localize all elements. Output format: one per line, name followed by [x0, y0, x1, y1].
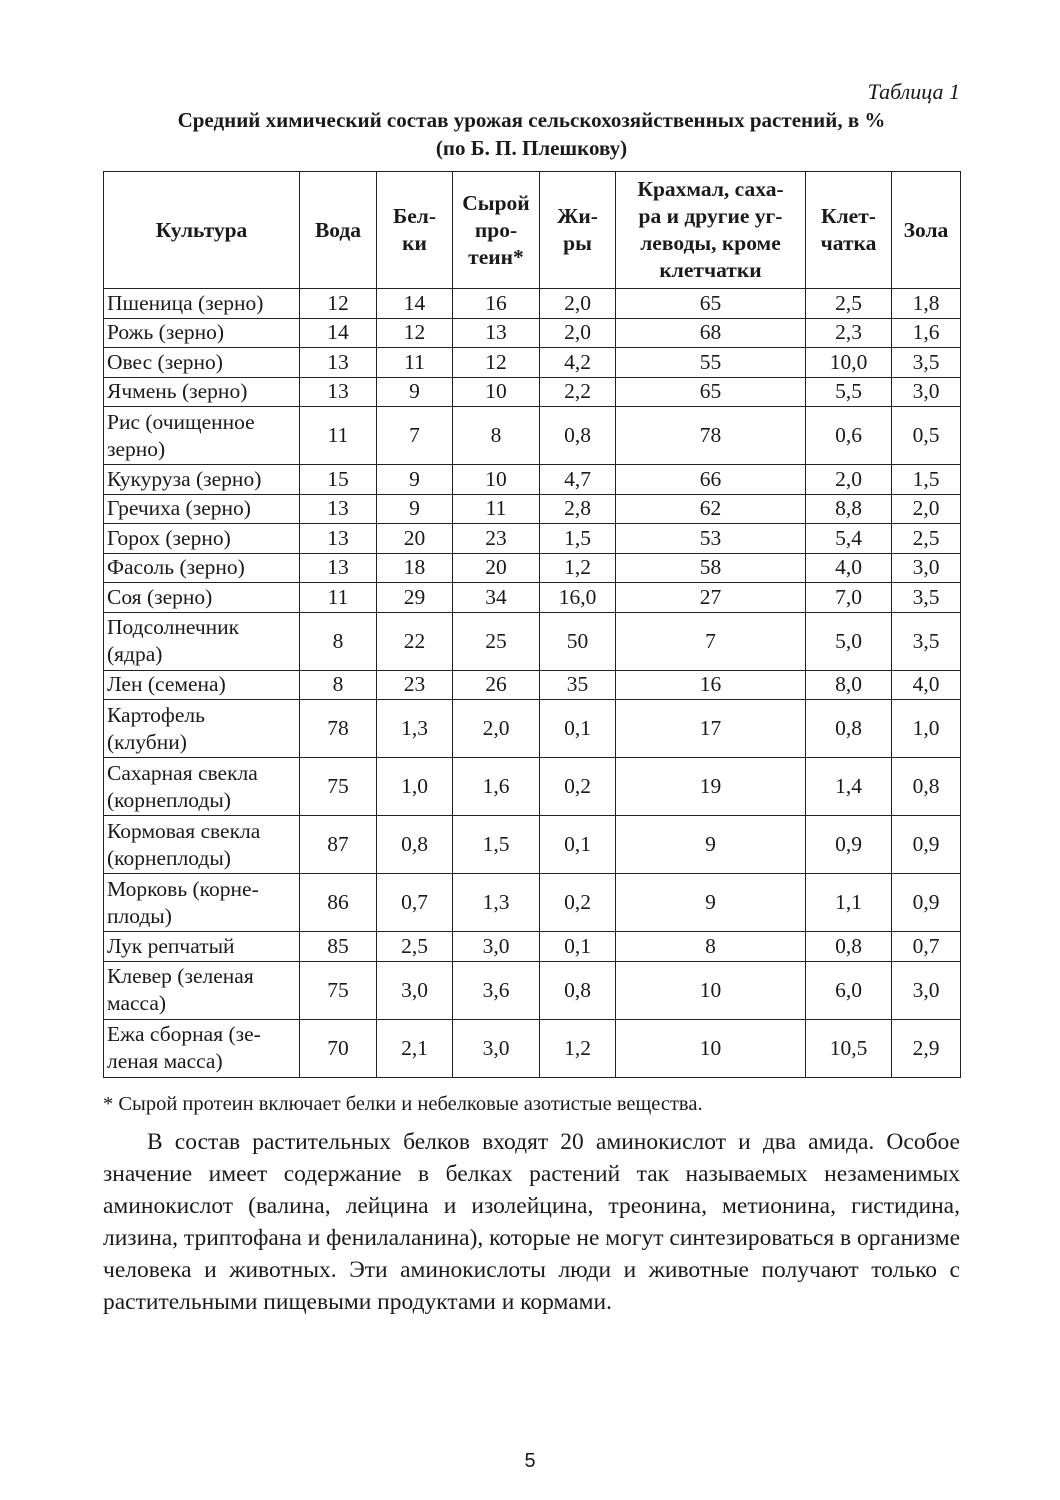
table-row: [104, 758, 961, 816]
value-cell: 78: [616, 407, 806, 465]
value-cell: 5,5: [806, 377, 892, 407]
value-cell: 0,2: [540, 874, 616, 932]
value-cell: 9: [377, 494, 453, 524]
value-cell: 3,5: [892, 348, 961, 378]
crop-name-cell: Картофель (клубни): [104, 700, 300, 758]
value-cell: 9: [616, 816, 806, 874]
crop-name-cell: Рис (очищенное зерно): [104, 407, 300, 465]
value-cell: 0,1: [540, 932, 616, 962]
value-cell: 7,0: [806, 583, 892, 613]
value-cell: 2,0: [892, 494, 961, 524]
value-cell: 16: [616, 670, 806, 700]
table-label: Таблица 1: [867, 79, 960, 104]
value-cell: 6,0: [806, 961, 892, 1019]
value-cell: 1,8: [892, 289, 961, 319]
crop-name-cell: Ежа сборная (зе- леная масса): [104, 1019, 300, 1077]
value-cell: 10: [453, 377, 540, 407]
value-cell: 1,2: [540, 1019, 616, 1077]
value-cell: 2,1: [377, 1019, 453, 1077]
table-title-line-1: Средний химический состав урожая сельскохозяйственных растений, в %: [177, 108, 886, 132]
crop-name-cell: Лен (семена): [104, 670, 300, 700]
value-cell: 70: [300, 1019, 377, 1077]
value-cell: 8: [300, 612, 377, 670]
value-cell: 65: [616, 289, 806, 319]
value-cell: 9: [377, 465, 453, 495]
value-cell: 0,9: [892, 816, 961, 874]
table-title: [103, 106, 960, 162]
table-row: [104, 612, 961, 670]
value-cell: 85: [300, 932, 377, 962]
value-cell: 8,8: [806, 494, 892, 524]
value-cell: 2,0: [806, 465, 892, 495]
value-cell: 8: [616, 932, 806, 962]
column-header: Крахмал, саха- ра и другие уг- леводы, кроме клетчатки: [616, 172, 806, 289]
value-cell: 55: [616, 348, 806, 378]
value-cell: 2,0: [540, 318, 616, 348]
crop-name-cell: Морковь (корне- плоды): [104, 874, 300, 932]
value-cell: 7: [377, 407, 453, 465]
value-cell: 78: [300, 700, 377, 758]
value-cell: 1,0: [377, 758, 453, 816]
table-row: [104, 318, 961, 348]
column-header: Вода: [300, 172, 377, 289]
value-cell: 10,5: [806, 1019, 892, 1077]
crop-name-cell: Рожь (зерно): [104, 318, 300, 348]
table-row: [104, 465, 961, 495]
value-cell: 2,5: [377, 932, 453, 962]
value-cell: 4,2: [540, 348, 616, 378]
value-cell: 0,7: [892, 932, 961, 962]
value-cell: 23: [453, 524, 540, 554]
value-cell: 0,9: [892, 874, 961, 932]
value-cell: 25: [453, 612, 540, 670]
crop-name-cell: Ячмень (зерно): [104, 377, 300, 407]
value-cell: 0,2: [540, 758, 616, 816]
table-row: [104, 407, 961, 465]
crop-name-cell: Кормовая свекла (корнеплоды): [104, 816, 300, 874]
crop-name-cell: Лук репчатый: [104, 932, 300, 962]
value-cell: 2,0: [540, 289, 616, 319]
value-cell: 13: [453, 318, 540, 348]
value-cell: 3,0: [377, 961, 453, 1019]
value-cell: 15: [300, 465, 377, 495]
value-cell: 66: [616, 465, 806, 495]
value-cell: 0,7: [377, 874, 453, 932]
crop-name-cell: Клевер (зеленая масса): [104, 961, 300, 1019]
crop-name-cell: Овес (зерно): [104, 348, 300, 378]
table-row: [104, 524, 961, 554]
value-cell: 1,5: [892, 465, 961, 495]
value-cell: 9: [616, 874, 806, 932]
table-row: [104, 289, 961, 319]
value-cell: 13: [300, 553, 377, 583]
value-cell: 26: [453, 670, 540, 700]
value-cell: 5,0: [806, 612, 892, 670]
value-cell: 4,7: [540, 465, 616, 495]
value-cell: 3,5: [892, 612, 961, 670]
column-header: Сырой про- теин*: [453, 172, 540, 289]
table-row: [104, 932, 961, 962]
page-number: 5: [524, 1450, 536, 1472]
value-cell: 68: [616, 318, 806, 348]
table-row: [104, 377, 961, 407]
value-cell: 20: [377, 524, 453, 554]
value-cell: 14: [300, 318, 377, 348]
table-footnote: * Сырой протеин включает белки и небелковые азотистые вещества.: [103, 1092, 703, 1115]
value-cell: 22: [377, 612, 453, 670]
value-cell: 53: [616, 524, 806, 554]
value-cell: 0,8: [806, 932, 892, 962]
value-cell: 11: [377, 348, 453, 378]
value-cell: 58: [616, 553, 806, 583]
column-header: Зола: [892, 172, 961, 289]
value-cell: 13: [300, 524, 377, 554]
value-cell: 0,6: [806, 407, 892, 465]
table-row: [104, 961, 961, 1019]
value-cell: 75: [300, 758, 377, 816]
value-cell: 2,2: [540, 377, 616, 407]
value-cell: 10,0: [806, 348, 892, 378]
value-cell: 87: [300, 816, 377, 874]
value-cell: 20: [453, 553, 540, 583]
table-row: [104, 494, 961, 524]
table-title-line-2: (по Б. П. Плешкову): [435, 136, 628, 160]
value-cell: 4,0: [892, 670, 961, 700]
value-cell: 12: [300, 289, 377, 319]
value-cell: 1,5: [540, 524, 616, 554]
value-cell: 18: [377, 553, 453, 583]
value-cell: 2,5: [806, 289, 892, 319]
table-header-row: [104, 172, 961, 289]
value-cell: 0,8: [892, 758, 961, 816]
value-cell: 11: [453, 494, 540, 524]
crop-name-cell: Соя (зерно): [104, 583, 300, 613]
value-cell: 10: [453, 465, 540, 495]
value-cell: 14: [377, 289, 453, 319]
value-cell: 0,8: [540, 961, 616, 1019]
value-cell: 3,0: [453, 932, 540, 962]
value-cell: 12: [377, 318, 453, 348]
crop-name-cell: Фасоль (зерно): [104, 553, 300, 583]
value-cell: 2,3: [806, 318, 892, 348]
value-cell: 1,5: [453, 816, 540, 874]
table-row: [104, 670, 961, 700]
column-header: Клет- чатка: [806, 172, 892, 289]
value-cell: 9: [377, 377, 453, 407]
value-cell: 50: [540, 612, 616, 670]
value-cell: 12: [453, 348, 540, 378]
crop-name-cell: Кукуруза (зерно): [104, 465, 300, 495]
table-row: [104, 816, 961, 874]
value-cell: 4,0: [806, 553, 892, 583]
value-cell: 5,4: [806, 524, 892, 554]
value-cell: 2,8: [540, 494, 616, 524]
value-cell: 19: [616, 758, 806, 816]
value-cell: 1,4: [806, 758, 892, 816]
value-cell: 1,2: [540, 553, 616, 583]
value-cell: 23: [377, 670, 453, 700]
value-cell: 0,8: [377, 816, 453, 874]
table-row: [104, 583, 961, 613]
value-cell: 16: [453, 289, 540, 319]
table-row: [104, 874, 961, 932]
value-cell: 8: [300, 670, 377, 700]
value-cell: 0,1: [540, 816, 616, 874]
value-cell: 0,8: [540, 407, 616, 465]
table-row: [104, 553, 961, 583]
table-row: [104, 1019, 961, 1077]
value-cell: 62: [616, 494, 806, 524]
table-body: [104, 289, 961, 1078]
value-cell: 3,5: [892, 583, 961, 613]
value-cell: 65: [616, 377, 806, 407]
value-cell: 29: [377, 583, 453, 613]
value-cell: 17: [616, 700, 806, 758]
value-cell: 0,5: [892, 407, 961, 465]
value-cell: 13: [300, 348, 377, 378]
value-cell: 1,6: [892, 318, 961, 348]
value-cell: 1,1: [806, 874, 892, 932]
column-header: Жи- ры: [540, 172, 616, 289]
value-cell: 27: [616, 583, 806, 613]
value-cell: 3,0: [453, 1019, 540, 1077]
value-cell: 13: [300, 494, 377, 524]
document-page: [103, 78, 960, 1341]
value-cell: 2,5: [892, 524, 961, 554]
value-cell: 1,0: [892, 700, 961, 758]
column-header: Бел- ки: [377, 172, 453, 289]
value-cell: 2,0: [453, 700, 540, 758]
value-cell: 0,9: [806, 816, 892, 874]
value-cell: 75: [300, 961, 377, 1019]
value-cell: 35: [540, 670, 616, 700]
crop-name-cell: Подсолнечник (ядра): [104, 612, 300, 670]
value-cell: 1,6: [453, 758, 540, 816]
crop-name-cell: Гречиха (зерно): [104, 494, 300, 524]
crop-name-cell: Горох (зерно): [104, 524, 300, 554]
value-cell: 11: [300, 583, 377, 613]
crop-name-cell: Сахарная свекла (корнеплоды): [104, 758, 300, 816]
value-cell: 2,9: [892, 1019, 961, 1077]
table-row: [104, 700, 961, 758]
value-cell: 10: [616, 961, 806, 1019]
value-cell: 1,3: [377, 700, 453, 758]
value-cell: 0,8: [806, 700, 892, 758]
value-cell: 13: [300, 377, 377, 407]
value-cell: 1,3: [453, 874, 540, 932]
value-cell: 16,0: [540, 583, 616, 613]
value-cell: 34: [453, 583, 540, 613]
composition-table: [103, 171, 961, 1078]
column-header: Культура: [104, 172, 300, 289]
value-cell: 86: [300, 874, 377, 932]
value-cell: 10: [616, 1019, 806, 1077]
table-row: [104, 348, 961, 378]
crop-name-cell: Пшеница (зерно): [104, 289, 300, 319]
value-cell: 11: [300, 407, 377, 465]
value-cell: 3,0: [892, 553, 961, 583]
value-cell: 0,1: [540, 700, 616, 758]
value-cell: 8,0: [806, 670, 892, 700]
value-cell: 3,0: [892, 377, 961, 407]
body-paragraph: В состав растительных белков входят 20 аминокислот и два амида. Особое значение имеет содержание в белках растений так называемых незаменимых аминокислот (валина, лейцина и изолейцина, треонина, метионина, гистидина, лизина, триптофана и фенилаланина), которые не могут синтезироваться в организме человека и животных. Эти аминокислоты люди и животные получают только с растительными пищевыми продуктами и кормами.: [103, 1128, 960, 1315]
value-cell: 8: [453, 407, 540, 465]
value-cell: 3,6: [453, 961, 540, 1019]
value-cell: 3,0: [892, 961, 961, 1019]
value-cell: 7: [616, 612, 806, 670]
